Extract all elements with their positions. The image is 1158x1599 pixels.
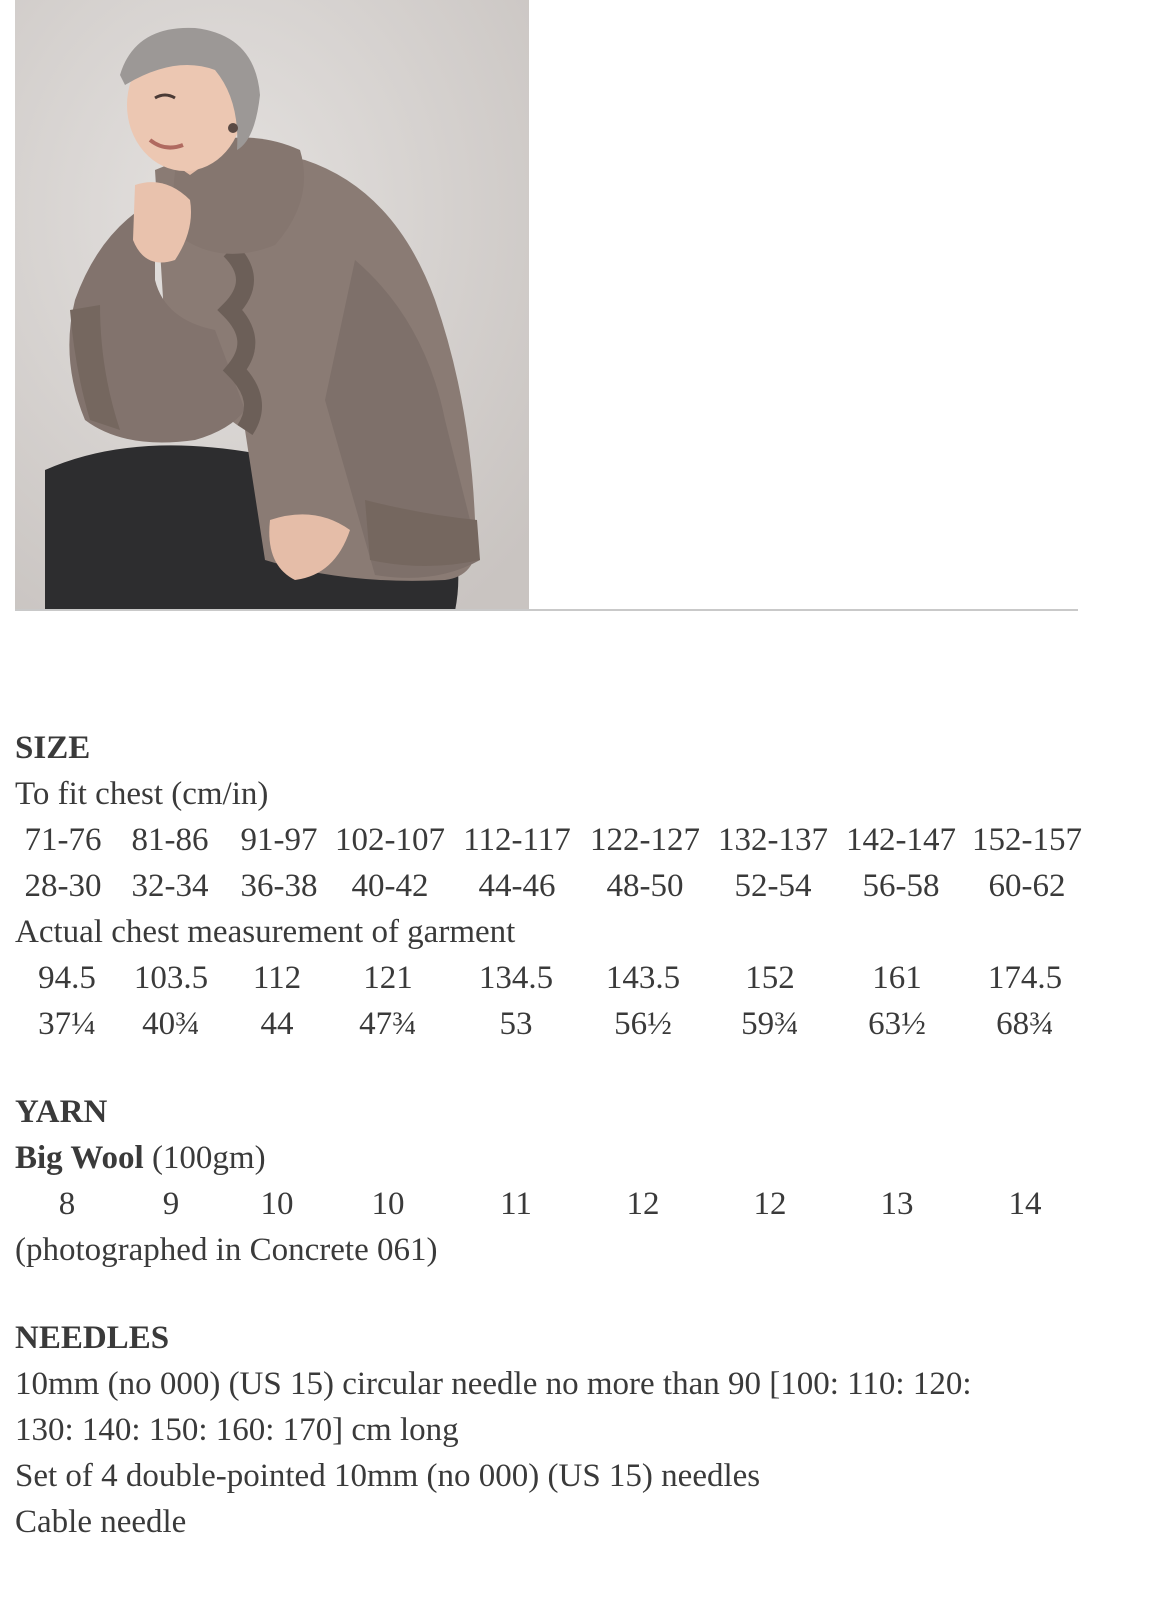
yarn-qty-7: 12 (753, 1186, 787, 1222)
yarn-quantity-row (15, 1181, 1135, 1227)
fit-in-9: 60-62 (988, 868, 1066, 904)
fit-in-3: 36-38 (240, 868, 318, 904)
yarn-qty-4: 10 (371, 1186, 405, 1222)
model-photo (15, 0, 529, 611)
actual-cm-4: 121 (363, 960, 413, 996)
fit-in-6: 48-50 (606, 868, 684, 904)
actual-cm-9: 174.5 (987, 960, 1063, 996)
actual-cm-6: 143.5 (605, 960, 681, 996)
fit-cm-5: 112-117 (463, 822, 571, 858)
actual-in-9: 68¾ (996, 1006, 1054, 1042)
actual-cm-8: 161 (872, 960, 922, 996)
needles-line-2: 130: 140: 150: 160: 170] cm long (15, 1412, 459, 1448)
fit-cm-3: 91-97 (240, 822, 318, 858)
yarn-section (15, 1089, 1135, 1273)
model-photo-illustration (15, 0, 529, 611)
yarn-heading: YARN (15, 1094, 108, 1130)
fit-in-7: 52-54 (734, 868, 812, 904)
actual-in-2: 40¾ (142, 1006, 200, 1042)
actual-in-4: 47¾ (359, 1006, 417, 1042)
fit-in-2: 32-34 (131, 868, 209, 904)
fit-in-1: 28-30 (24, 868, 102, 904)
fit-in-4: 40-42 (351, 868, 429, 904)
fit-cm-7: 132-137 (718, 822, 828, 858)
needles-section (15, 1315, 1135, 1545)
yarn-weight: (100gm) (143, 1140, 266, 1176)
fit-cm-6: 122-127 (590, 822, 700, 858)
fit-cm-2: 81-86 (131, 822, 209, 858)
actual-cm-5: 134.5 (478, 960, 554, 996)
actual-in-3: 44 (260, 1006, 294, 1042)
needles-heading: NEEDLES (15, 1320, 170, 1356)
yarn-qty-8: 13 (880, 1186, 914, 1222)
fit-in-5: 44-46 (478, 868, 556, 904)
actual-in-7: 59¾ (741, 1006, 799, 1042)
yarn-qty-6: 12 (626, 1186, 660, 1222)
size-section (15, 725, 1135, 1047)
needles-line-4: Cable needle (15, 1504, 187, 1540)
actual-in-8: 63½ (868, 1006, 926, 1042)
actual-cm-7: 152 (745, 960, 795, 996)
fit-cm-8: 142-147 (846, 822, 956, 858)
yarn-qty-3: 10 (260, 1186, 294, 1222)
actual-cm-1: 94.5 (38, 960, 96, 996)
actual-chest-label: Actual chest measurement of garment (15, 914, 516, 950)
yarn-qty-9: 14 (1008, 1186, 1042, 1222)
fit-cm-1: 71-76 (24, 822, 102, 858)
needles-line-3: Set of 4 double-pointed 10mm (no 000) (US 15) needles (15, 1458, 761, 1494)
fit-cm-row (15, 817, 1135, 863)
size-heading: SIZE (15, 730, 91, 766)
fit-in-8: 56-58 (862, 868, 940, 904)
yarn-qty-5: 11 (500, 1186, 532, 1222)
actual-cm-row (15, 955, 1135, 1001)
fit-in-row (15, 863, 1135, 909)
yarn-qty-2: 9 (162, 1186, 180, 1222)
needles-line-1: 10mm (no 000) (US 15) circular needle no more than 90 [100: 110: 120: (15, 1366, 972, 1402)
actual-in-6: 56½ (614, 1006, 672, 1042)
pattern-info (15, 725, 1135, 1545)
chest-fit-label: To fit chest (cm/in) (15, 776, 269, 812)
actual-in-1: 37¼ (38, 1006, 96, 1042)
divider-rule (15, 609, 1078, 611)
actual-cm-3: 112 (252, 960, 302, 996)
yarn-name-line (15, 1135, 1135, 1181)
actual-in-5: 53 (499, 1006, 533, 1042)
yarn-qty-1: 8 (58, 1186, 76, 1222)
fit-cm-4: 102-107 (335, 822, 445, 858)
actual-cm-2: 103.5 (133, 960, 209, 996)
actual-in-row (15, 1001, 1135, 1047)
yarn-photo-note: (photographed in Concrete 061) (15, 1232, 438, 1268)
yarn-name: Big Wool (15, 1140, 144, 1176)
fit-cm-9: 152-157 (972, 822, 1082, 858)
